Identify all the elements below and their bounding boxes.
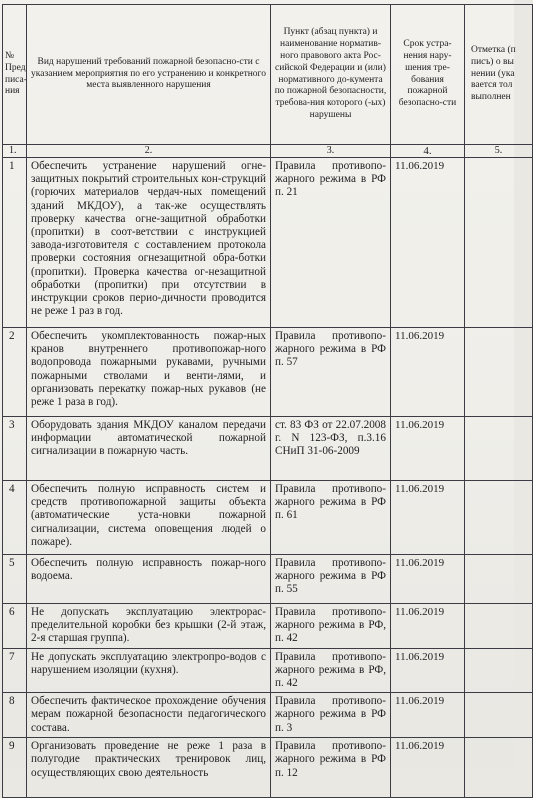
deadline-date: 11.06.2019	[391, 328, 465, 417]
row-number: 8	[3, 693, 27, 738]
row-number: 6	[3, 604, 27, 649]
rule-reference: Правила противопо-жарного режима в РФ п. 61	[271, 481, 391, 555]
table-row	[3, 648, 533, 693]
table-row	[3, 417, 533, 481]
rule-reference: Правила противопо-жарного режима в РФ, п. 42	[271, 648, 391, 693]
rule-reference: ст. 83 ФЗ от 22.07.2008 г. N 123-ФЗ, п.3.16 СНиП 31-06-2009	[271, 417, 391, 481]
completion-mark	[465, 481, 533, 555]
column-number: 2.	[27, 145, 271, 158]
rule-reference: Правила противопо-жарного режима в РФ, п. 42	[271, 604, 391, 649]
completion-mark	[465, 555, 533, 604]
violation-text: Организовать проведение не реже 1 раза в полугодие практических тренировок лиц, осуществляющих свою деятельность	[27, 738, 271, 798]
table-row	[3, 328, 533, 417]
violation-text: Не допускать эксплуатацию электрорас-пределительной коробки без крышки (2-й этаж, 2-я старшая группа).	[27, 604, 271, 649]
rule-reference: Правила противопо-жарного режима в РФ п. 55	[271, 555, 391, 604]
table-row	[3, 604, 533, 649]
violations-table	[2, 4, 533, 798]
column-number: 1.	[3, 145, 27, 158]
deadline-date: 11.06.2019	[391, 738, 465, 798]
rule-reference: Правила противопо-жарного режима в РФ п. 57	[271, 328, 391, 417]
table-row	[3, 555, 533, 604]
row-number: 9	[3, 738, 27, 798]
rule-reference: Правила противопо-жарного режима в РФ п. 3	[271, 693, 391, 738]
row-number: 2	[3, 328, 27, 417]
column-number: 5.	[465, 145, 533, 158]
completion-mark	[465, 158, 533, 328]
table-row	[3, 158, 533, 328]
table-row	[3, 738, 533, 798]
violation-text: Обеспечить устранение нарушений огне-защитных покрытий строительных кон-струкций (горючих материалов чердач-ных помещений зданий МКДОУ), а так-же осуществлять проверку качества огне-защитной обработки (пропитки) в соот-ветствии с инструкцией завода-изготовителя с составлением протокола проверки состояния огнезащитной обра-ботки (пропитки). Проверка качества ог-незащитной обработки (пропитки) при отсутствии в инструкции сроков перио-дичности проводится не реже 1 раз в год.	[27, 158, 271, 328]
header-mark: Отметка (п писъ) о вы нении (ука вается тол выполнен	[465, 5, 533, 145]
table-row	[3, 693, 533, 738]
table-row	[3, 481, 533, 555]
rule-reference: Правила противопо-жарного режима в РФ п. 21	[271, 158, 391, 328]
deadline-date: 11.06.2019	[391, 648, 465, 693]
violation-text: Обеспечить полную исправность систем и средств противопожарной защиты объекта (автоматические уста-новки пожарной сигнализации, система оповещения людей о пожаре).	[27, 481, 271, 555]
violation-text: Обеспечить полную исправность пожар-ного водоема.	[27, 555, 271, 604]
row-number: 5	[3, 555, 27, 604]
deadline-date: 11.06.2019	[391, 693, 465, 738]
header-deadline: Срок устра-нения нару-шения тре-бования пожарной безопасно-сти	[391, 5, 465, 145]
deadline-date: 11.06.2019	[391, 555, 465, 604]
column-number: 3.	[271, 145, 391, 158]
deadline-date: 11.06.2019	[391, 481, 465, 555]
violation-text: Обеспечить фактическое прохождение обучения мерам пожарной безопасности педагогического состава.	[27, 693, 271, 738]
row-number: 3	[3, 417, 27, 481]
header-rule: Пункт (абзац пункта) и наименование норматив-ного правового акта Рос-сийской Федерации и (или) нормативного до-кумента по пожарной безопасности, требова-ния которого (-ых) нарушены	[271, 5, 391, 145]
row-number: 7	[3, 648, 27, 693]
completion-mark	[465, 328, 533, 417]
completion-mark	[465, 604, 533, 649]
completion-mark	[465, 693, 533, 738]
deadline-date: 11.06.2019	[391, 158, 465, 328]
deadline-date: 11.06.2019	[391, 604, 465, 649]
completion-mark	[465, 417, 533, 481]
violation-text: Обеспечить укомплектованность пожар-ных кранов внутреннего противопожар-ного водопровода пожарными рукавами, ручными пожарными стволами и венти-лями, и организовать перекатку пожар-ных рукавов (не реже 1 раза в год).	[27, 328, 271, 417]
violation-text: Оборудовать здания МКДОУ каналом передачи информации автоматической пожарной сигнализации в пожарную часть.	[27, 417, 271, 481]
header-number: № Пред писа- ния	[3, 5, 27, 145]
column-number-row	[3, 145, 533, 158]
row-number: 1	[3, 158, 27, 328]
column-number: 4.	[391, 145, 465, 158]
completion-mark	[465, 648, 533, 693]
violation-text: Не допускать эксплуатацию электропро-водов с нарушением изоляции (кухня).	[27, 648, 271, 693]
rule-reference: Правила противопо-жарного режима в РФ п. 12	[271, 738, 391, 798]
deadline-date: 11.06.2019	[391, 417, 465, 481]
header-violation: Вид нарушений требований пожарной безопасно-сти с указанием мероприятия по его устранению и конкретного места выявленного нарушения	[27, 5, 271, 145]
row-number: 4	[3, 481, 27, 555]
completion-mark	[465, 738, 533, 798]
table-header-row	[3, 5, 533, 145]
